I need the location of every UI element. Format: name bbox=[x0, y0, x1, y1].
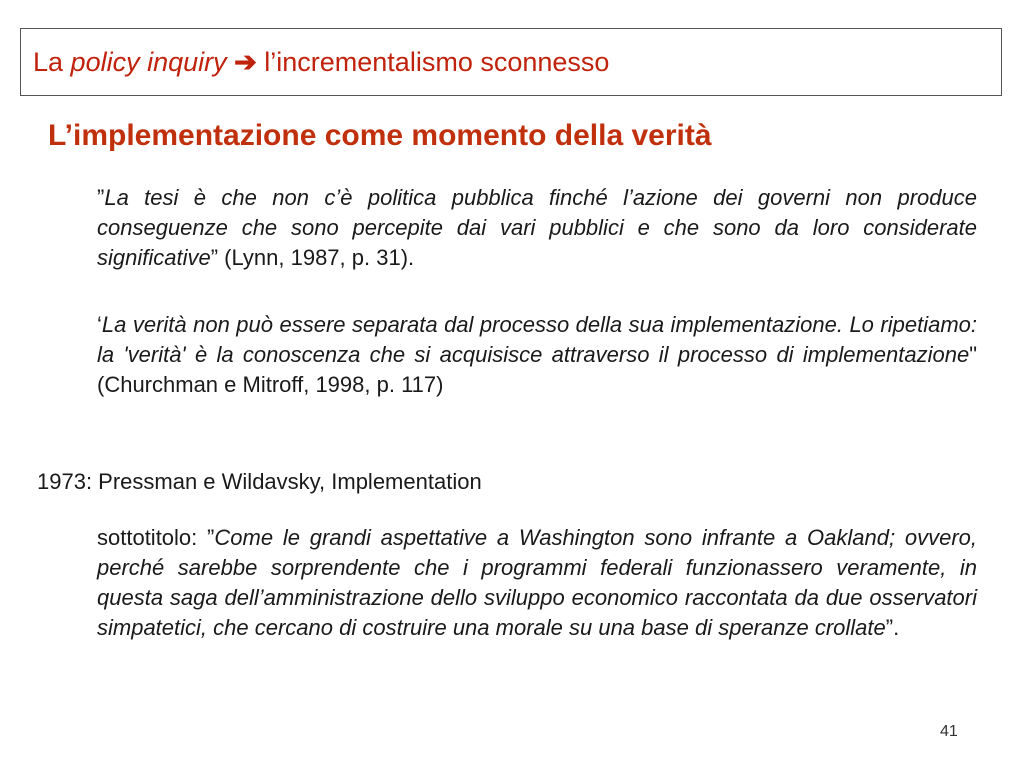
quote-lynn-text: La tesi è che non c’è politica pubblica finché l’azione dei governi non produce conseguenze che sono percepite dai vari pubblici e che sono da loro considerate significative bbox=[97, 185, 977, 270]
subtitle-close: ”. bbox=[885, 615, 900, 640]
title-rest: l’incrementalismo sconnesso bbox=[264, 47, 610, 77]
quote-lynn-open: ” bbox=[97, 185, 105, 210]
quote-lynn bbox=[97, 183, 977, 273]
quote-churchman-citation: " (Churchman e Mitroff, 1998, p. 117) bbox=[97, 342, 977, 397]
slide-title-box bbox=[20, 28, 1002, 96]
title-prefix: La bbox=[33, 47, 71, 77]
page-number: 41 bbox=[940, 723, 958, 740]
subtitle-paragraph bbox=[97, 523, 977, 643]
title-italic: policy inquiry bbox=[70, 47, 227, 77]
subtitle-text: Come le grandi aspettative a Washington sono infrante a Oakland; ovvero, perché sarebbe sorprendente che i programmi federali funzionassero veramente, in questa saga dell’amministrazione dello sviluppo economico raccontata da due osservatori simpatetici, che cercano di costruire una morale su una base di speranze crollate bbox=[97, 525, 978, 640]
arrow-icon: ➔ bbox=[226, 47, 265, 77]
reference-1973: 1973: Pressman e Wildavsky, Implementation bbox=[37, 469, 482, 494]
section-heading: L’implementazione come momento della verità bbox=[48, 119, 712, 152]
slide-title bbox=[33, 47, 609, 78]
subtitle-label: sottotitolo: ” bbox=[97, 525, 215, 550]
quote-churchman bbox=[97, 310, 977, 400]
quote-churchman-text: La verità non può essere separata dal processo della sua implementazione. Lo ripetiamo: la 'verità' è la conoscenza che si acquisisce attraverso il processo di implementazione bbox=[97, 312, 977, 367]
quote-churchman-open: ‘ bbox=[97, 312, 102, 337]
quote-lynn-citation: ” (Lynn, 1987, p. 31). bbox=[210, 245, 415, 270]
